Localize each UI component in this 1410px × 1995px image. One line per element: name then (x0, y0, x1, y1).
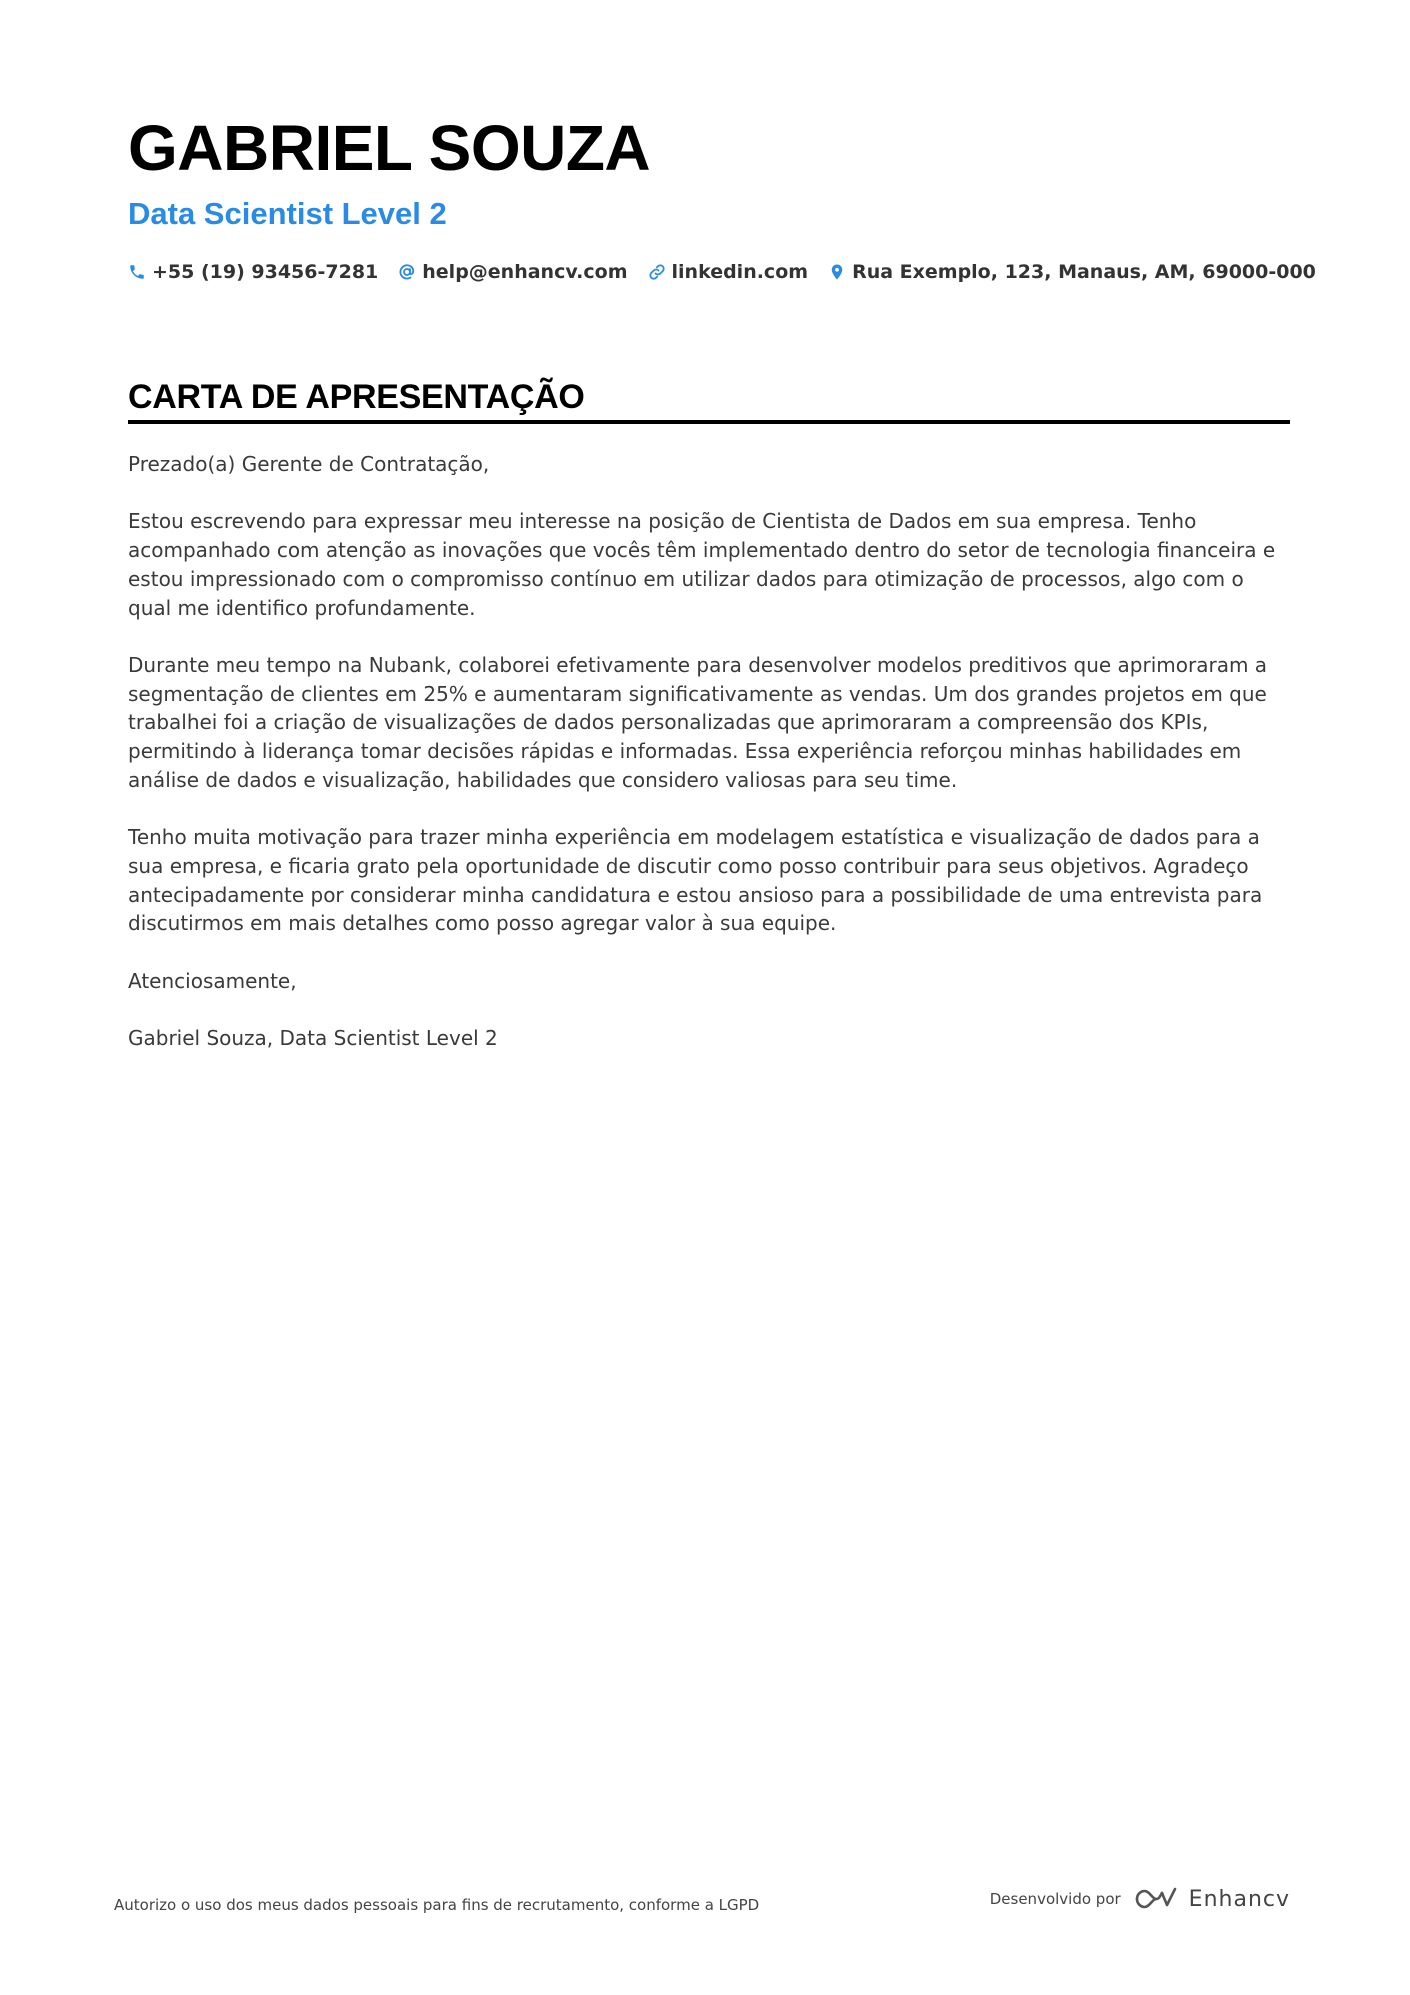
brand-name: Enhancv (1188, 1886, 1290, 1912)
contact-phone-text: +55 (19) 93456-7281 (152, 261, 379, 283)
phone-icon (128, 263, 146, 281)
powered-by-label: Desenvolvido por (989, 1890, 1121, 1908)
letter-body (128, 450, 1290, 1053)
contact-address (828, 261, 1316, 283)
section-title: CARTA DE APRESENTAÇÃO (128, 378, 585, 416)
location-pin-icon (828, 263, 846, 281)
letter-signature: Gabriel Souza, Data Scientist Level 2 (128, 1025, 498, 1050)
footer-consent: Autorizo o uso dos meus dados pessoais para fins de recrutamento, conforme a LGPD (114, 1896, 760, 1914)
contact-bar (128, 258, 1316, 286)
cover-letter-page (128, 110, 1316, 1081)
link-icon (648, 263, 666, 281)
letter-greeting: Prezado(a) Gerente de Contratação, (128, 452, 490, 476)
footer-branding[interactable] (990, 1886, 1290, 1912)
contact-linkedin-text: linkedin.com (671, 261, 809, 283)
letter-paragraph: Durante meu tempo na Nubank, colaborei efetivamente para desenvolver modelos preditivos que aprimoraram a segmentação de clientes em 25% e aumentaram significativamente as vendas. Um dos grandes projetos em que trabalhei foi a criação de visualizações de dados personalizadas que aprimoraram a compreensão dos KPIs, permitindo à liderança tomar decisões rápidas e informadas. Essa experiência reforçou minhas habilidades em análise de dados e visualização, habilidades que considero valiosas para seu time. (128, 652, 1268, 792)
contact-address-text: Rua Exemplo, 123, Manaus, AM, 69000-000 (852, 261, 1316, 283)
contact-email-text: help@enhancv.com (422, 261, 628, 283)
contact-phone (128, 261, 378, 283)
letter-paragraph: Estou escrevendo para expressar meu interesse na posição de Cientista de Dados em sua empresa. Tenho acompanhado com atenção as inovações que vocês têm implementado dentro do setor de tecnologia financeira e estou impressionado com o compromisso contínuo em utilizar dados para otimização de processos, algo com o qual me identifico profundamente. (128, 509, 1276, 620)
candidate-job-title: Data Scientist Level 2 (128, 196, 447, 231)
letter-paragraph: Tenho muita motivação para trazer minha experiência em modelagem estatística e visualização de dados para a sua empresa, e ficaria grato pela oportunidade de discutir como posso contribuir para seus objetivos. Agradeço antecipadamente por considerar minha candidatura e estou ansioso para a possibilidade de uma entrevista para discutirmos em mais detalhes como posso agregar valor à sua equipe. (128, 825, 1263, 936)
at-icon (398, 263, 416, 281)
candidate-name: GABRIEL SOUZA (128, 112, 651, 184)
contact-email[interactable] (398, 261, 627, 283)
section-divider (128, 420, 1290, 424)
letter-closing: Atenciosamente, (128, 968, 297, 993)
enhancv-logo-icon (1133, 1886, 1179, 1912)
contact-linkedin[interactable] (648, 261, 809, 283)
